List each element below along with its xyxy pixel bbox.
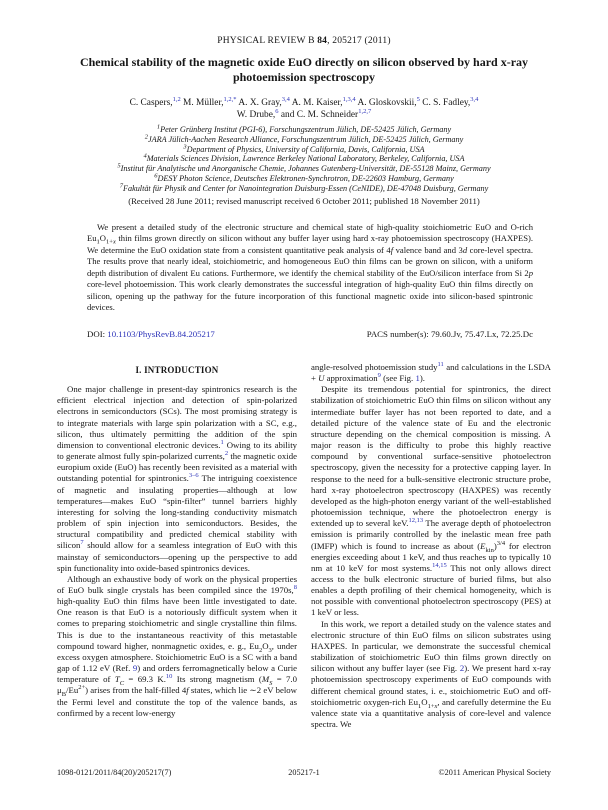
citation-link[interactable]: 2: [459, 663, 465, 674]
citation-link[interactable]: 7: [80, 539, 84, 547]
affiliation-line: $^1$Peter Grünberg Institut (PGI-6), Forschungszentrum Jülich, DE-52425 Jülich, Germany: [156, 123, 452, 134]
citation-link[interactable]: 5: [416, 95, 420, 103]
issn-identifier: 1098-0121/2011/84(20)/205217(7): [57, 768, 172, 777]
citation-link[interactable]: 14,15: [432, 561, 447, 569]
citation-link[interactable]: 2: [224, 450, 229, 458]
citation-link[interactable]: 1,2: [172, 95, 181, 103]
journal-header: PHYSICAL REVIEW B 84, 205217 (2011): [217, 36, 391, 46]
pacs-numbers: PACS number(s): 79.60.Jv, 75.47.Lx, 72.25.Dc: [366, 329, 533, 339]
doi-link[interactable]: 10.1103/PhysRevB.84.205217: [107, 329, 215, 339]
citation-link[interactable]: 9: [132, 663, 138, 674]
affiliation-line: $^3$Department of Physics, University of California, Davis, California, USA: [183, 142, 425, 154]
right-column: [311, 362, 551, 730]
citation-link[interactable]: 1,2,*: [223, 95, 237, 103]
paragraph: Despite its tremendous potential for spintronics, the direct stabilization of stoichiometric EuO thin films on silicon without any intermediate buffer layer has not been reported to date, and a detailed picture of the valence state of Eu and the electronic structure depending on the chemical composition is missing. A major reason is the difficulty to probe this highly reactive compound by conventional surface-sensitive photoelectron spectroscopy, given the necessity for a protective capping layer. In response to the need for a bulk-sensitive electronic structure probe, hard x-ray photoelectron spectroscopy (HAXPES) was recently developed as the high-photon energy variant of the well-established photoemission technique, where the photoelectron energy is extended up to several keV.$^{12,13}$ The average depth of photoelectron emission is primarily controlled by the inelastic mean free path (IMFP) which is found to increase as about $(E_{kin})^{3/4}$ for electron energies exceeding about 1 keV, and thus reaches up to typically 10 nm at 10 keV for most systems.$^{14,15}$ This not only allows direct access to the bulk electronic structure of buried films, but also enables a depth profiling of their chemical homogeneity, which is not possible with conventional photoelectron spectroscopy (PES) at 1 keV or less.: [311, 384, 551, 618]
citation-link[interactable]: 3,4: [470, 95, 479, 103]
authors-line-1: C. Caspers,$^{1,2}$ M. Müller,$^{1,2,*}$ A. X. Gray,$^{3,4}$ A. M. Kaiser,$^{1,3,4}$ A. Gloskovskii,$^5$ C. S. Fadley,$^{3,4}$: [129, 95, 479, 108]
doi-line: [87, 329, 215, 339]
citation-link[interactable]: 9: [377, 372, 381, 380]
paragraph: One major challenge in present-day spintronics research is the efficient electrical injection and detection of spin-polarized electrons in semiconductors (SCs). The most promising strategy is to integrate materials with large spin polarization with a SC, e.g., silicon, thus ultimately permitting the addition of the spin dimension to conventional electronic devices.$^1$ Owing to its ability to generate almost fully spin-polarized currents,$^2$ the magnetic oxide europium oxide (EuO) has recently been revisited as a material with outstanding potential for spintronics.$^{3-6}$ The intriguing coexistence of magnetic and insulating properties—although at low temperatures—makes EuO “spin-filter” tunnel barriers highly interesting for solving the long-standing conductivity mismatch problem of spin injection into semiconductors. Besides, the structural compatibility and predicted chemical stability with silicon$^7$ should allow for a seamless integration of EuO with this mainstay of semiconductors—opening up the perspective to add spin functionality into oxide-based spintronics devices.: [57, 384, 297, 573]
citation-link[interactable]: 8: [293, 584, 297, 592]
affiliation-line: $^6$DESY Photon Science, Deutsches Elektronen-Synchrotron, DE-22603 Hamburg, Germany: [154, 172, 454, 183]
paper-title: Chemical stability of the magnetic oxide EuO directly on silicon observed by hard x-ray photoemission spectroscopy: [79, 55, 529, 84]
left-column: [57, 362, 297, 730]
abstract: [87, 222, 533, 314]
affiliation-line: $^4$Materials Sciences Division, Lawrence Berkeley National Laboratory, Berkeley, California, USA: [143, 152, 465, 164]
citation-link[interactable]: 3,4: [281, 95, 290, 103]
author-list: [24, 97, 584, 121]
affiliation-line: $^5$Institut für Analytische und Anorganische Chemie, Johannes Gutenberg-Universität, DE-55128 Mainz, Germany: [117, 162, 491, 174]
paragraph: angle-resolved photoemission study$^{11}$ and calculations in the LSDA + U approximation$^9$ (see Fig. 1).: [311, 361, 551, 384]
citation-link[interactable]: 11: [437, 361, 444, 369]
abstract-text: We present a detailed study of the electronic structure and chemical state of high-quality stoichiometric EuO and O-rich $Eu_1O_{1+x}$ thin films grown directly on silicon without any buffer layer using hard x-ray photoemission spectroscopy (HAXPES). We determine the EuO oxidation state from a consistent quantitative peak analysis of 4f valence band and 3d core-level spectra. The results prove that nearly ideal, stoichiometric, and homogeneous EuO thin films can be grown on silicon, with a uniform depth distribution of divalent Eu cations. Furthermore, we identify the chemical stability of the EuO/silicon interface from Si 2p core-level photoemission. This work clearly demonstrates the successful integration of high-quality EuO thin films directly on silicon, opening up the pathway for the future incorporation of this functional magnetic oxide into silicon-based spintronic devices.: [87, 222, 534, 313]
citation-link[interactable]: 1,2,7: [358, 107, 372, 115]
paragraph: In this work, we report a detailed study on the valence states and electronic structure of thin EuO films on silicon substrates using HAXPES. In particular, we demonstrate the successful chemical stabilization of stoichiometric EuO thin films grown directly on silicon without any buffer layer (see Fig. 2). We present hard x-ray photoemission spectroscopy experiments of EuO compounds with different chemical ground states, i. e., stoichiometric EuO and off-stoichiometric oxygen-rich $Eu_1O_{1+x}$, and carefully determine the Eu valence state via a quantitative analysis of core-level and valence spectra. We: [311, 618, 551, 729]
citation-link[interactable]: 1,3,4: [342, 95, 356, 103]
citation-link[interactable]: 12,13: [408, 517, 424, 525]
citation-link[interactable]: 1: [415, 373, 420, 384]
affiliation-list: [24, 125, 584, 194]
citation-link[interactable]: 3–6: [188, 472, 199, 480]
citation-link[interactable]: 1: [220, 439, 224, 447]
paragraph: Although an exhaustive body of work on the physical properties of EuO bulk single crystals has been compiled since the 1970s,$^8$ high-quality EuO thin films have been little investigated to date. One reason is that EuO is a notoriously difficult system when it comes to preparing stoichiometric and single crystalline thin films. This is due to the instantaneous reactivity of this metastable compound toward higher, nonmagnetic oxides, e. g., $Eu_2O_3$, under excess oxygen atmosphere. Stoichiometric EuO is a SC with a band gap of 1.12 eV (Ref. 9) and orders ferromagnetically below a Curie temperature of $T_C = 69.3$ K.$^{10}$ Its strong magnetism ($M_S = 7.0$ $\mu_B/Eu^{2+}$) arises from the half-filled 4f states, which lie ∼2 eV below the Fermi level and constitute the top of the valence bands, as confirmed by a recent low-energy: [57, 573, 298, 718]
body-columns: [57, 362, 551, 730]
doi-label: DOI:: [87, 329, 106, 339]
copyright-notice: ©2011 American Physical Society: [438, 768, 551, 777]
page-footer: [57, 768, 551, 777]
citation-link[interactable]: 10: [165, 673, 173, 681]
received-line: (Received 28 June 2011; revised manuscript received 6 October 2011; published 18 November 2011): [128, 196, 480, 206]
affiliation-line: $^2$JARA Jülich-Aachen Research Alliance, Forschungszentrum Jülich, DE-52425 Jülich, Germany: [144, 133, 464, 144]
citation-link[interactable]: 6: [275, 107, 279, 115]
section-heading-introduction: I. INTRODUCTION: [135, 365, 219, 375]
affiliation-line: $^7$Fakultät für Physik and Center for Nanointegration Duisburg-Essen (CeNIDE), DE-47048 Duisburg, Germany: [119, 182, 489, 193]
page-number: 205217-1: [288, 768, 320, 777]
authors-line-2: W. Drube,$^6$ and C. M. Schneider$^{1,2,7}$: [236, 107, 372, 120]
doi-pacs-row: [87, 329, 533, 339]
